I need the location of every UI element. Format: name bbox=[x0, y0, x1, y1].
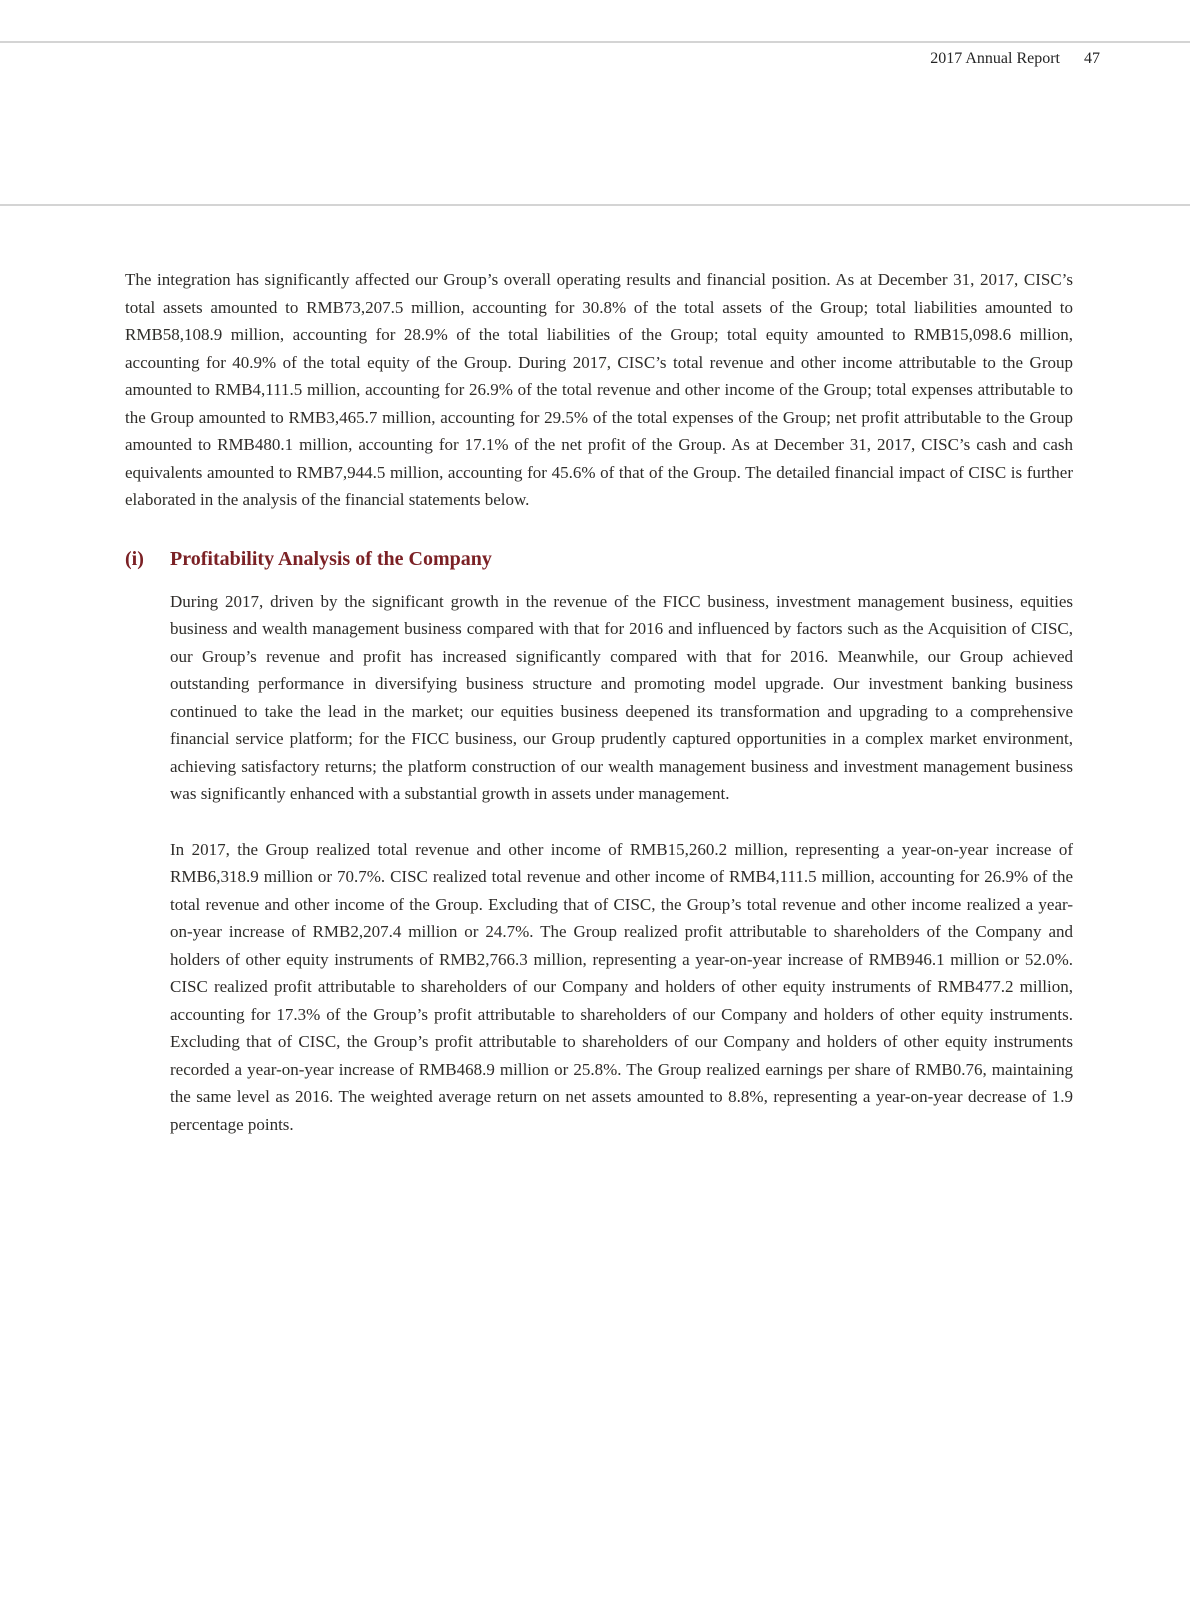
page-content bbox=[125, 266, 1073, 1138]
section-heading bbox=[125, 546, 1073, 572]
header-divider-rule bbox=[0, 204, 1190, 206]
top-rule bbox=[0, 41, 1190, 43]
section-title: Profitability Analysis of the Company bbox=[170, 547, 492, 570]
page-header bbox=[930, 50, 1100, 68]
section-paragraph: In 2017, the Group realized total revenue and other income of RMB15,260.2 million, representing a year-on-year increase of RMB6,318.9 million or 70.7%. CISC realized total revenue and other income of RMB4,111.5 million, accounting for 26.9% of the total revenue and other income of the Group. Excluding that of CISC, the Group’s total revenue and other income realized a year-on-year increase of RMB2,207.4 million or 24.7%. The Group realized profit attributable to shareholders of the Company and holders of other equity instruments of RMB2,766.3 million, representing a year-on-year increase of RMB946.1 million or 52.0%. CISC realized profit attributable to shareholders of our Company and holders of other equity instruments of RMB477.2 million, accounting for 17.3% of the Group’s profit attributable to shareholders of our Company and holders of other equity instruments. Excluding that of CISC, the Group’s profit attributable to shareholders of our Company and holders of other equity instruments recorded a year-on-year increase of RMB468.9 million or 25.8%. The Group realized earnings per share of RMB0.76, maintaining the same level as 2016. The weighted average return on net assets amounted to 8.8%, representing a year-on-year decrease of 1.9 percentage points. bbox=[170, 839, 1073, 1134]
section-body bbox=[170, 588, 1073, 1139]
report-title: 2017 Annual Report bbox=[930, 50, 1060, 67]
intro-paragraph: The integration has significantly affected our Group’s overall operating results and financial position. As at December 31, 2017, CISC’s total assets amounted to RMB73,207.5 million, accounting for 30.8% of the total assets of the Group; total liabilities amounted to RMB58,108.9 million, accounting for 28.9% of the total liabilities of the Group; total equity amounted to RMB15,098.6 million, accounting for 40.9% of the total equity of the Group. During 2017, CISC’s total revenue and other income attributable to the Group amounted to RMB4,111.5 million, accounting for 26.9% of the total revenue and other income of the Group; total expenses attributable to the Group amounted to RMB3,465.7 million, accounting for 29.5% of the total expenses of the Group; net profit attributable to the Group amounted to RMB480.1 million, accounting for 17.1% of the net profit of the Group. As at December 31, 2017, CISC’s cash and cash equivalents amounted to RMB7,944.5 million, accounting for 45.6% of that of the Group. The detailed financial impact of CISC is further elaborated in the analysis of the financial statements below. bbox=[125, 270, 1073, 509]
page-number: 47 bbox=[1084, 50, 1100, 67]
section-paragraph: During 2017, driven by the significant growth in the revenue of the FICC business, investment management business, equities business and wealth management business compared with that for 2016 and influenced by factors such as the Acquisition of CISC, our Group’s revenue and profit has increased significantly compared with that for 2016. Meanwhile, our Group achieved outstanding performance in diversifying business structure and promoting model upgrade. Our investment banking business continued to take the lead in the market; our equities business deepened its transformation and upgrading to a comprehensive financial service platform; for the FICC business, our Group prudently captured opportunities in a complex market environment, achieving satisfactory returns; the platform construction of our wealth management business and investment management business was significantly enhanced with a substantial growth in assets under management. bbox=[170, 591, 1073, 803]
section-label: (i) bbox=[125, 547, 144, 570]
